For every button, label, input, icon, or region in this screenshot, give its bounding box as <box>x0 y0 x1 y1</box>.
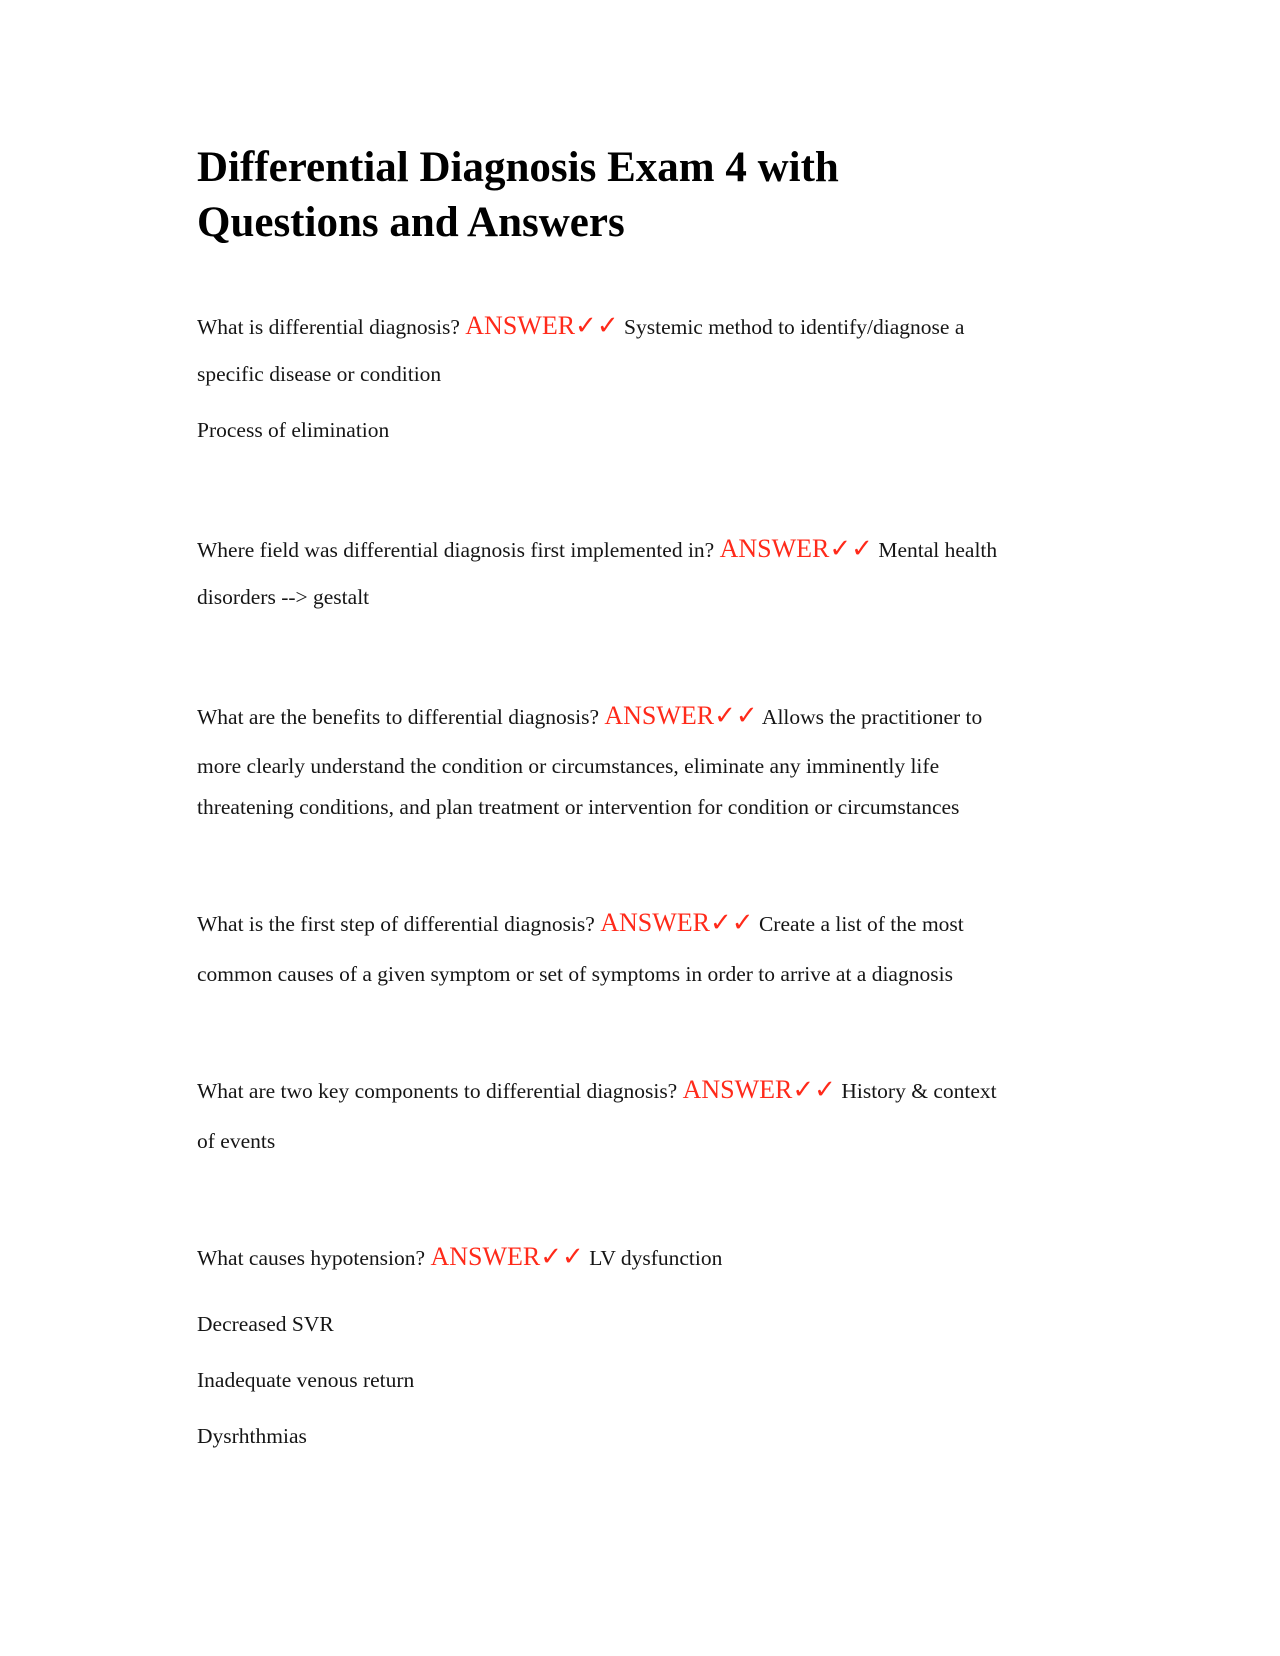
question-text: What are two key components to differential diagnosis? <box>197 1079 678 1103</box>
qa-5-line-2: of events <box>197 1129 276 1153</box>
qa-1-line-2: specific disease or condition <box>197 362 442 386</box>
answer-marker: ANSWER✓✓ <box>430 1242 584 1271</box>
qa-3-line-3: threatening conditions, and plan treatment or intervention for condition or circumstances <box>197 795 960 819</box>
qa-6-extra-3: Dysrhthmias <box>197 1424 307 1448</box>
answer-marker: ANSWER✓✓ <box>682 1075 836 1104</box>
qa-5-line-1 <box>197 1075 997 1105</box>
answer-text: Create a list of the most <box>758 912 964 936</box>
answer-marker: ANSWER✓✓ <box>465 311 619 340</box>
qa-3-line-1 <box>197 701 982 731</box>
answer-text: LV dysfunction <box>589 1246 723 1270</box>
question-text: What is differential diagnosis? <box>197 315 460 339</box>
answer-marker: ANSWER✓✓ <box>604 701 758 730</box>
title-line-1: Differential Diagnosis Exam 4 with <box>197 144 839 191</box>
qa-2-line-1 <box>197 534 997 564</box>
answer-text: Systemic method to identify/diagnose a <box>624 315 965 339</box>
question-text: What is the first step of differential diagnosis? <box>197 912 595 936</box>
answer-marker: ANSWER✓✓ <box>719 534 873 563</box>
answer-text: History & context <box>841 1079 997 1103</box>
qa-1-line-1 <box>197 311 964 341</box>
qa-2-line-2: disorders --> gestalt <box>197 585 370 609</box>
qa-6-line-1 <box>197 1242 722 1272</box>
qa-6-extra-2: Inadequate venous return <box>197 1368 415 1392</box>
qa-6-extra-1: Decreased SVR <box>197 1312 334 1336</box>
qa-3-line-2: more clearly understand the condition or circumstances, eliminate any imminently life <box>197 754 940 778</box>
question-text: What are the benefits to differential diagnosis? <box>197 705 599 729</box>
document-title <box>197 140 1097 250</box>
answer-marker: ANSWER✓✓ <box>600 908 754 937</box>
answer-text: Mental health <box>878 538 998 562</box>
title-line-2: Questions and Answers <box>197 199 625 246</box>
answer-text: Allows the practitioner to <box>761 705 983 729</box>
question-text: What causes hypotension? <box>197 1246 426 1270</box>
qa-4-line-1 <box>197 908 964 938</box>
qa-4-line-2: common causes of a given symptom or set of symptoms in order to arrive at a diagnosis <box>197 962 953 986</box>
question-text: Where field was differential diagnosis first implemented in? <box>197 538 715 562</box>
qa-1-extra-1: Process of elimination <box>197 418 390 442</box>
